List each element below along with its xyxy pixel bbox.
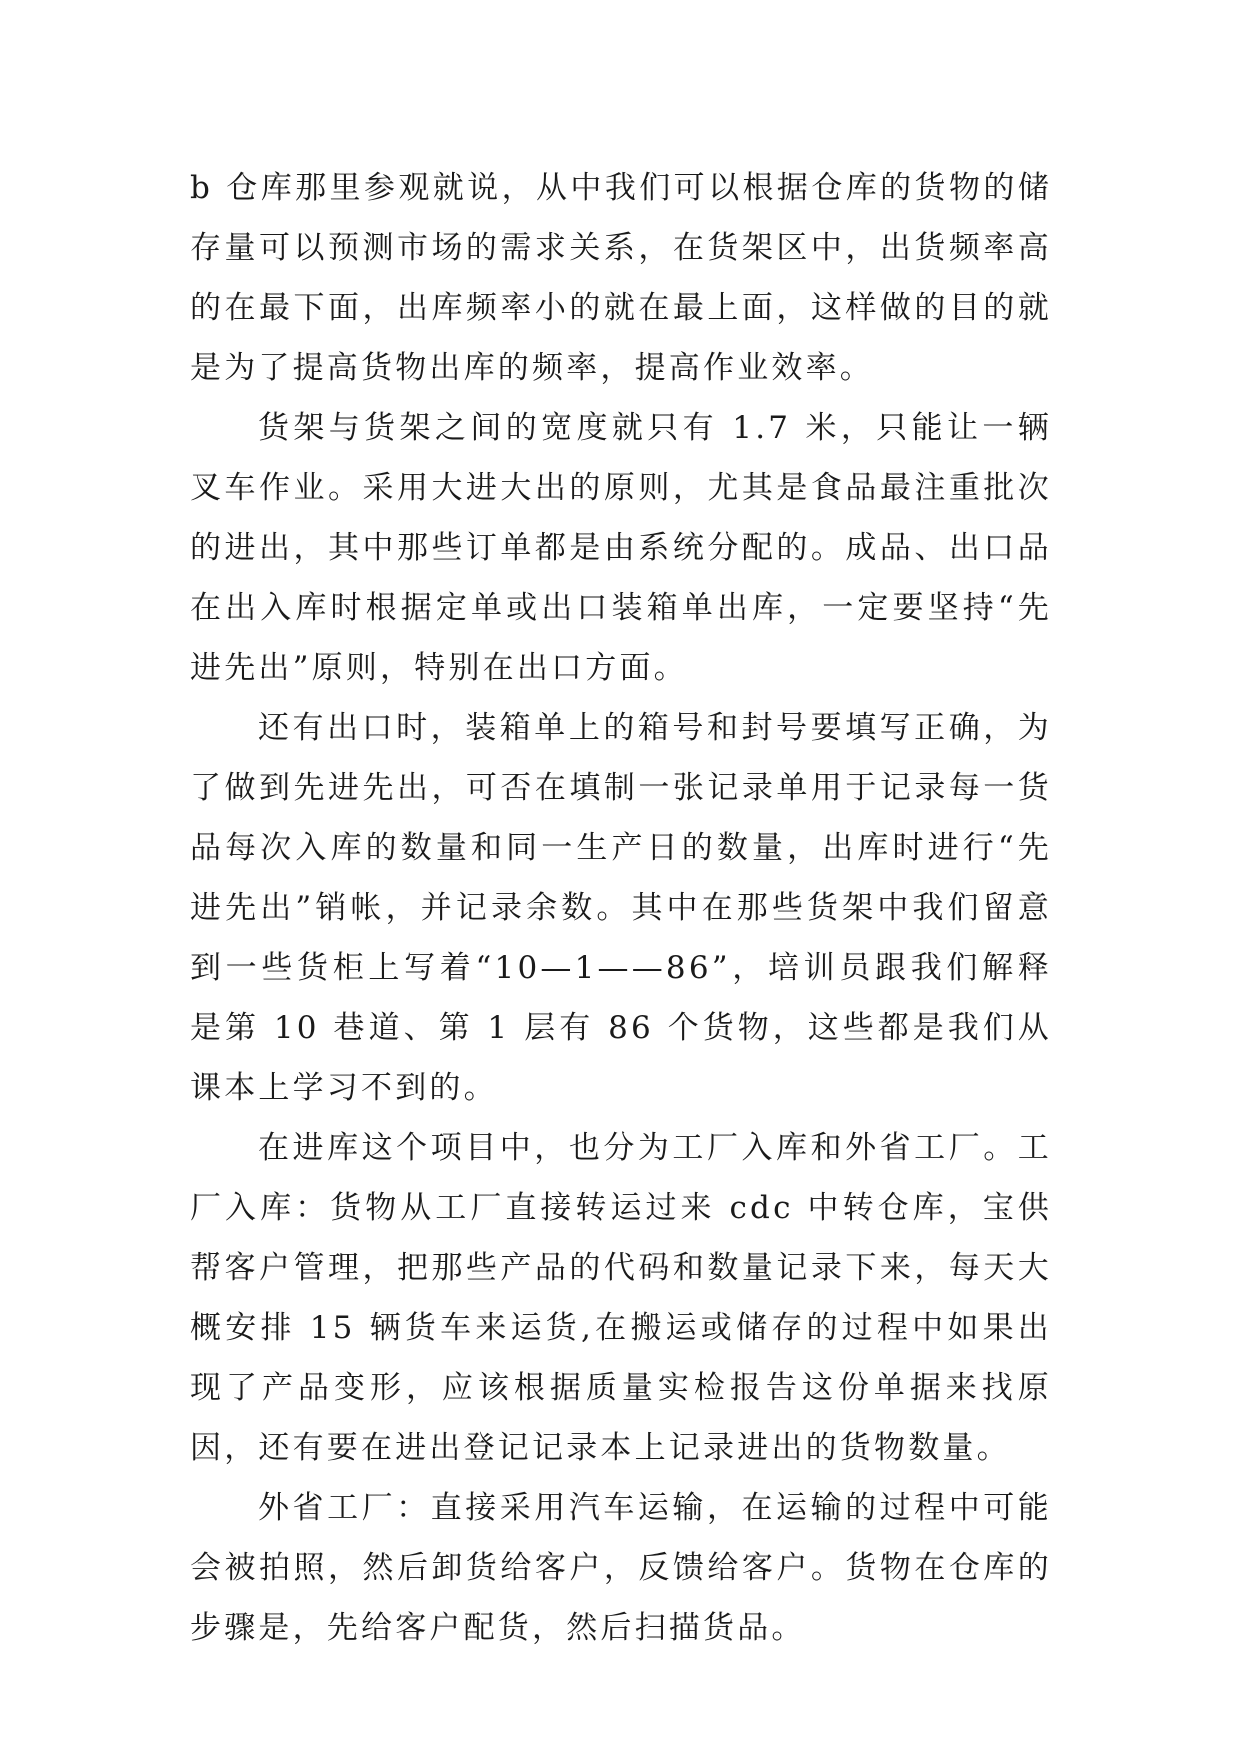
paragraph-4: 在进库这个项目中，也分为工厂入库和外省工厂。工厂入库：货物从工厂直接转运过来 cdc 中转仓库，宝供帮客户管理，把那些产品的代码和数量记录下来，每天大概安排 15 辆货车来运货,在搬运或储存的过程中如果出现了产品变形，应该根据质量实检报告这份单据来找原因，还有要在进出登记记录本上记录进出的货物数量。 xyxy=(190,1130,1052,1466)
paragraph-3: 还有出口时，装箱单上的箱号和封号要填写正确，为了做到先进先出，可否在填制一张记录单用于记录每一货品每次入库的数量和同一生产日的数量，出库时进行“先进先出”销帐，并记录余数。其中在那些货架中我们留意到一些货柜上写着“10—1——86”，培训员跟我们解释是第 10 巷道、第 1 层有 86 个货物，这些都是我们从课本上学习不到的。 xyxy=(190,710,1052,1106)
paragraph-2: 货架与货架之间的宽度就只有 1.7 米，只能让一辆叉车作业。采用大进大出的原则，尤其是食品最注重批次的进出，其中那些订单都是由系统分配的。成品、出口品在出入库时根据定单或出口装箱单出库，一定要坚持“先进先出”原则，特别在出口方面。 xyxy=(190,410,1052,686)
paragraph-1: b 仓库那里参观就说，从中我们可以根据仓库的货物的储存量可以预测市场的需求关系，在货架区中，出货频率高的在最下面，出库频率小的就在最上面，这样做的目的就是为了提高货物出库的频率，提高作业效率。 xyxy=(190,170,1052,386)
paragraph-5: 外省工厂：直接采用汽车运输，在运输的过程中可能会被拍照，然后卸货给客户，反馈给客户。货物在仓库的步骤是，先给客户配货，然后扫描货品。 xyxy=(190,1490,1052,1646)
document-body xyxy=(190,158,1052,1658)
